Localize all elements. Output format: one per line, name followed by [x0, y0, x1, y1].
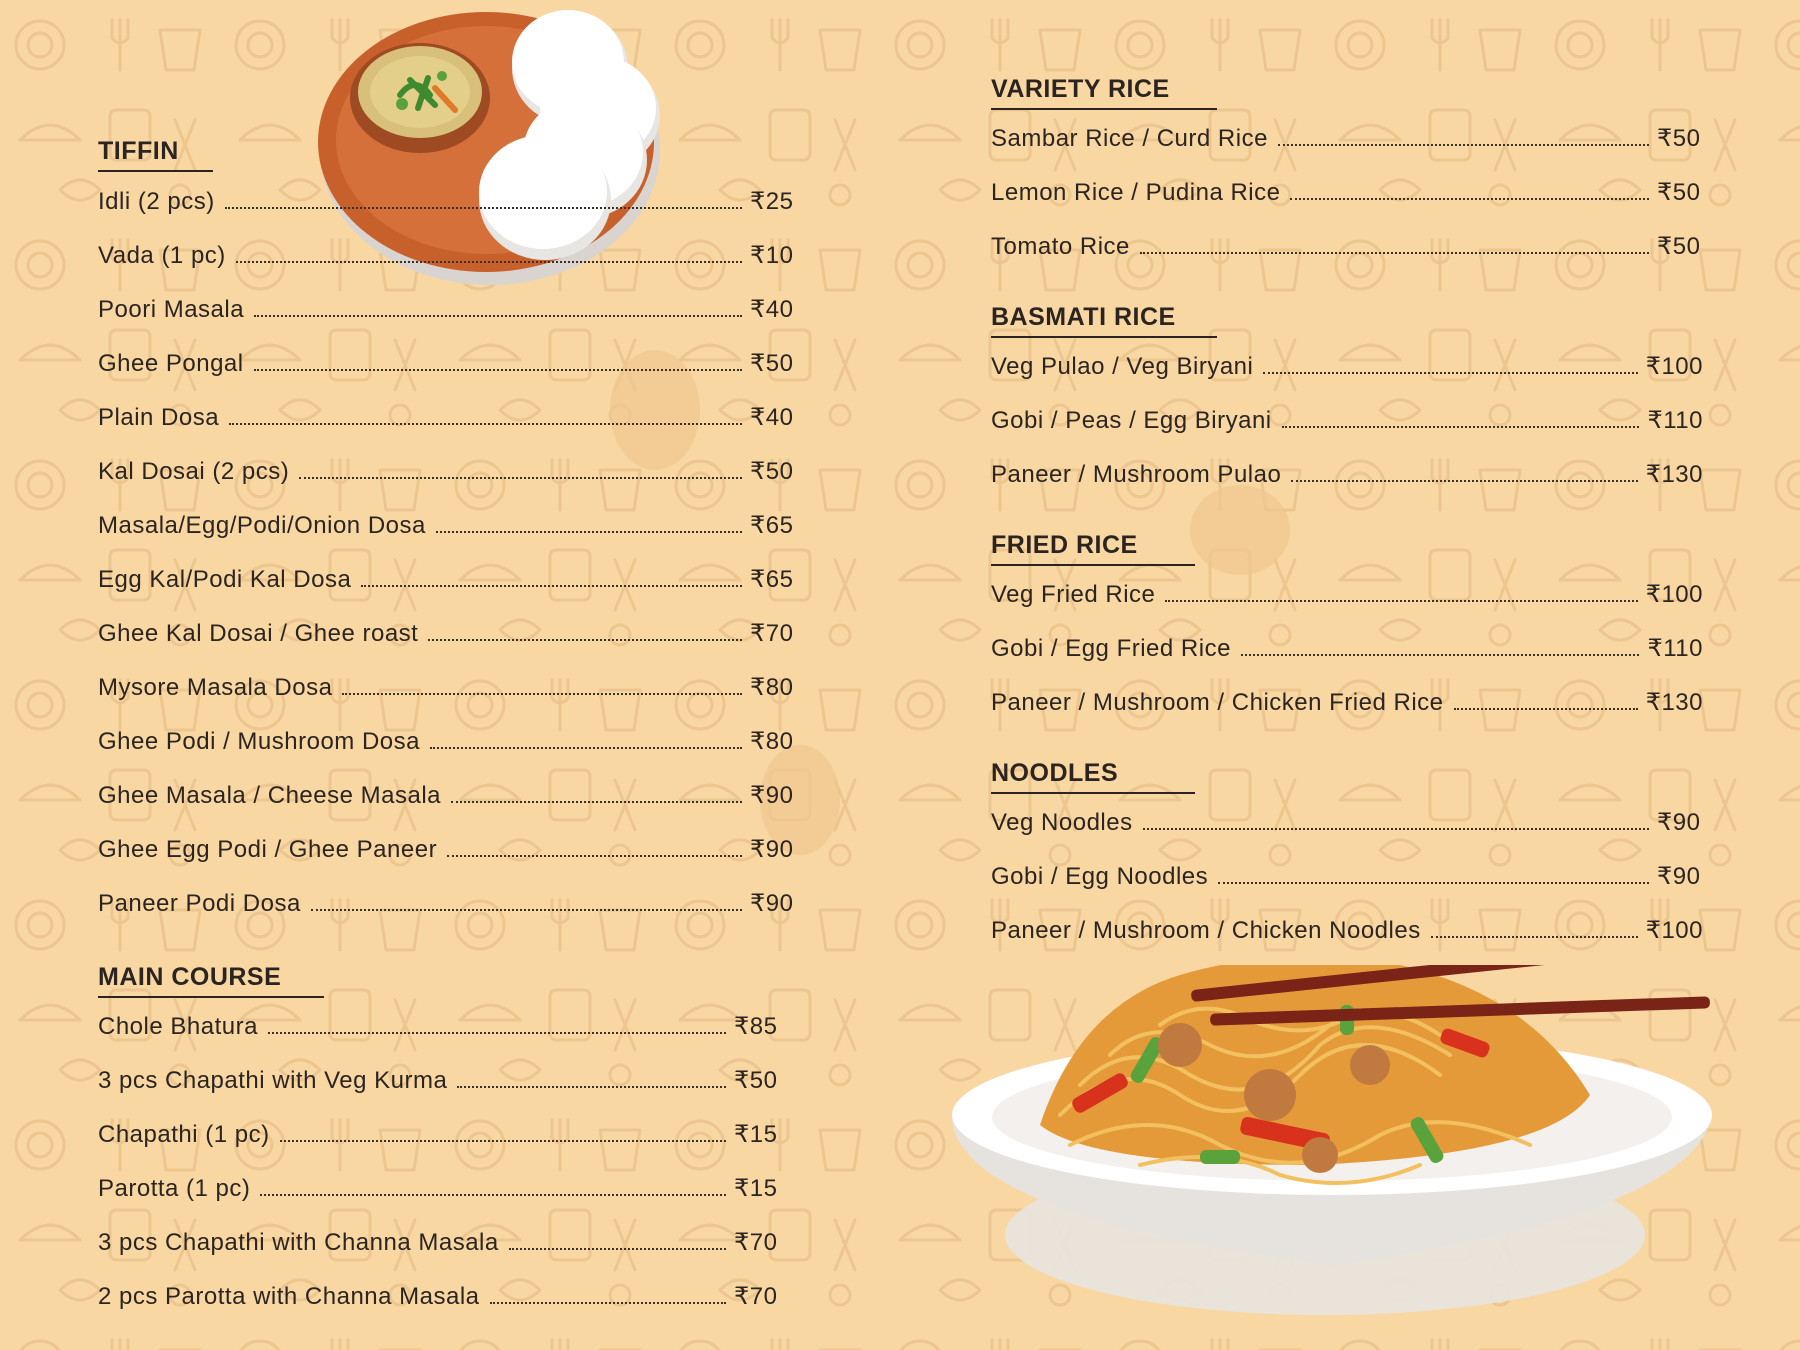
menu-item — [98, 561, 796, 595]
menu-item — [98, 1278, 780, 1312]
menu-item — [991, 402, 1703, 436]
dotted-leader — [447, 855, 742, 857]
menu-item — [991, 804, 1703, 838]
item-name: Vada (1 pc) — [98, 242, 226, 269]
dotted-leader — [1165, 600, 1637, 602]
item-name: Lemon Rice / Pudina Rice — [991, 179, 1281, 206]
dotted-leader — [1143, 828, 1649, 830]
dotted-leader — [428, 639, 742, 641]
menu-item — [98, 1008, 780, 1042]
dotted-leader — [268, 1032, 726, 1034]
item-name: Gobi / Peas / Egg Biryani — [991, 407, 1272, 434]
item-price: ₹70 — [734, 1283, 778, 1310]
section-title: VARIETY RICE — [991, 74, 1170, 104]
dotted-leader — [1454, 708, 1638, 710]
item-name: Sambar Rice / Curd Rice — [991, 125, 1268, 152]
menu-item — [991, 456, 1703, 490]
item-price: ₹50 — [734, 1067, 778, 1094]
section-title: BASMATI RICE — [991, 302, 1176, 332]
item-name: Paneer / Mushroom / Chicken Fried Rice — [991, 689, 1444, 716]
item-name: Ghee Kal Dosai / Ghee roast — [98, 620, 419, 647]
item-price: ₹70 — [750, 620, 794, 647]
dotted-leader — [254, 315, 742, 317]
item-name: 3 pcs Chapathi with Veg Kurma — [98, 1067, 448, 1094]
item-price: ₹50 — [1657, 125, 1701, 152]
menu-item — [98, 615, 796, 649]
section-underline — [98, 996, 324, 998]
dotted-leader — [225, 207, 742, 209]
item-price: ₹100 — [1645, 917, 1703, 944]
section-underline — [991, 564, 1195, 566]
item-price: ₹40 — [750, 296, 794, 323]
dotted-leader — [436, 531, 742, 533]
item-price: ₹25 — [750, 188, 794, 215]
item-price: ₹85 — [734, 1013, 778, 1040]
dotted-leader — [1431, 936, 1638, 938]
dotted-leader — [342, 693, 742, 695]
item-price: ₹15 — [734, 1175, 778, 1202]
item-price: ₹80 — [750, 728, 794, 755]
item-name: Poori Masala — [98, 296, 245, 323]
menu-item — [98, 237, 796, 271]
item-name: Parotta (1 pc) — [98, 1175, 251, 1202]
menu-item — [98, 1116, 780, 1150]
dotted-leader — [1241, 654, 1640, 656]
section-title: NOODLES — [991, 758, 1118, 788]
dotted-leader — [361, 585, 742, 587]
item-price: ₹15 — [734, 1121, 778, 1148]
section-underline — [991, 336, 1217, 338]
item-price: ₹130 — [1645, 461, 1703, 488]
item-price: ₹90 — [750, 890, 794, 917]
item-price: ₹110 — [1647, 635, 1703, 662]
item-name: Egg Kal/Podi Kal Dosa — [98, 566, 352, 593]
menu-item — [98, 669, 796, 703]
item-name: Ghee Masala / Cheese Masala — [98, 782, 442, 809]
item-name: Veg Fried Rice — [991, 581, 1156, 608]
dotted-leader — [299, 477, 742, 479]
item-name: Gobi / Egg Noodles — [991, 863, 1209, 890]
item-name: Idli (2 pcs) — [98, 188, 215, 215]
menu-item — [98, 399, 796, 433]
dotted-leader — [509, 1248, 726, 1250]
menu-item — [98, 885, 796, 919]
dotted-leader — [1278, 144, 1649, 146]
item-name: Masala/Egg/Podi/Onion Dosa — [98, 512, 426, 539]
item-price: ₹65 — [750, 566, 794, 593]
menu-item — [98, 507, 796, 541]
dotted-leader — [457, 1086, 726, 1088]
menu-item — [991, 348, 1703, 382]
section-underline — [991, 792, 1195, 794]
dotted-leader — [280, 1140, 726, 1142]
menu-item — [991, 858, 1703, 892]
item-price: ₹10 — [750, 242, 794, 269]
section-title: FRIED RICE — [991, 530, 1138, 560]
menu-item — [98, 1224, 780, 1258]
item-name: 3 pcs Chapathi with Channa Masala — [98, 1229, 499, 1256]
noodle-bowl-icon — [940, 965, 1730, 1335]
menu-item — [98, 453, 796, 487]
item-name: Ghee Podi / Mushroom Dosa — [98, 728, 420, 755]
menu-item — [98, 1062, 780, 1096]
item-price: ₹70 — [734, 1229, 778, 1256]
menu-item — [991, 912, 1703, 946]
item-name: Tomato Rice — [991, 233, 1130, 260]
item-name: Veg Noodles — [991, 809, 1133, 836]
item-name: Paneer Podi Dosa — [98, 890, 301, 917]
item-price: ₹50 — [1657, 233, 1701, 260]
menu-item — [98, 1170, 780, 1204]
item-price: ₹50 — [750, 350, 794, 377]
menu-item — [991, 174, 1703, 208]
item-name: Gobi / Egg Fried Rice — [991, 635, 1231, 662]
item-price: ₹90 — [750, 836, 794, 863]
dotted-leader — [1218, 882, 1649, 884]
section-title: TIFFIN — [98, 136, 179, 166]
item-name: 2 pcs Parotta with Channa Masala — [98, 1283, 480, 1310]
menu-item — [98, 777, 796, 811]
item-price: ₹100 — [1645, 353, 1703, 380]
menu-item — [991, 684, 1703, 718]
dotted-leader — [311, 909, 742, 911]
dotted-leader — [1282, 426, 1640, 428]
section-title: MAIN COURSE — [98, 962, 281, 992]
dotted-leader — [1140, 252, 1649, 254]
menu-item — [991, 630, 1703, 664]
item-price: ₹80 — [750, 674, 794, 701]
item-price: ₹90 — [750, 782, 794, 809]
dotted-leader — [1290, 198, 1649, 200]
dotted-leader — [1291, 480, 1637, 482]
item-name: Kal Dosai (2 pcs) — [98, 458, 290, 485]
item-name: Mysore Masala Dosa — [98, 674, 333, 701]
section-underline — [98, 170, 213, 172]
section-underline — [991, 108, 1217, 110]
item-name: Veg Pulao / Veg Biryani — [991, 353, 1254, 380]
item-price: ₹50 — [1657, 179, 1701, 206]
dotted-leader — [490, 1302, 726, 1304]
menu-item — [98, 831, 796, 865]
dotted-leader — [430, 747, 742, 749]
dotted-leader — [1263, 372, 1637, 374]
menu-item — [98, 723, 796, 757]
item-name: Ghee Pongal — [98, 350, 244, 377]
item-name: Paneer / Mushroom / Chicken Noodles — [991, 917, 1421, 944]
menu-item — [991, 120, 1703, 154]
item-name: Chole Bhatura — [98, 1013, 258, 1040]
item-name: Chapathi (1 pc) — [98, 1121, 270, 1148]
dotted-leader — [229, 423, 742, 425]
dotted-leader — [254, 369, 742, 371]
menu-item — [991, 228, 1703, 262]
menu-item — [98, 183, 796, 217]
item-name: Ghee Egg Podi / Ghee Paneer — [98, 836, 438, 863]
menu-item — [991, 576, 1703, 610]
menu-item — [98, 291, 796, 325]
dotted-leader — [236, 261, 742, 263]
item-name: Plain Dosa — [98, 404, 220, 431]
item-price: ₹65 — [750, 512, 794, 539]
dotted-leader — [451, 801, 742, 803]
item-price: ₹90 — [1657, 863, 1701, 890]
dotted-leader — [260, 1194, 726, 1196]
item-price: ₹40 — [750, 404, 794, 431]
item-price: ₹50 — [750, 458, 794, 485]
item-price: ₹90 — [1657, 809, 1701, 836]
item-name: Paneer / Mushroom Pulao — [991, 461, 1282, 488]
item-price: ₹100 — [1645, 581, 1703, 608]
item-price: ₹130 — [1645, 689, 1703, 716]
item-price: ₹110 — [1647, 407, 1703, 434]
menu-item — [98, 345, 796, 379]
